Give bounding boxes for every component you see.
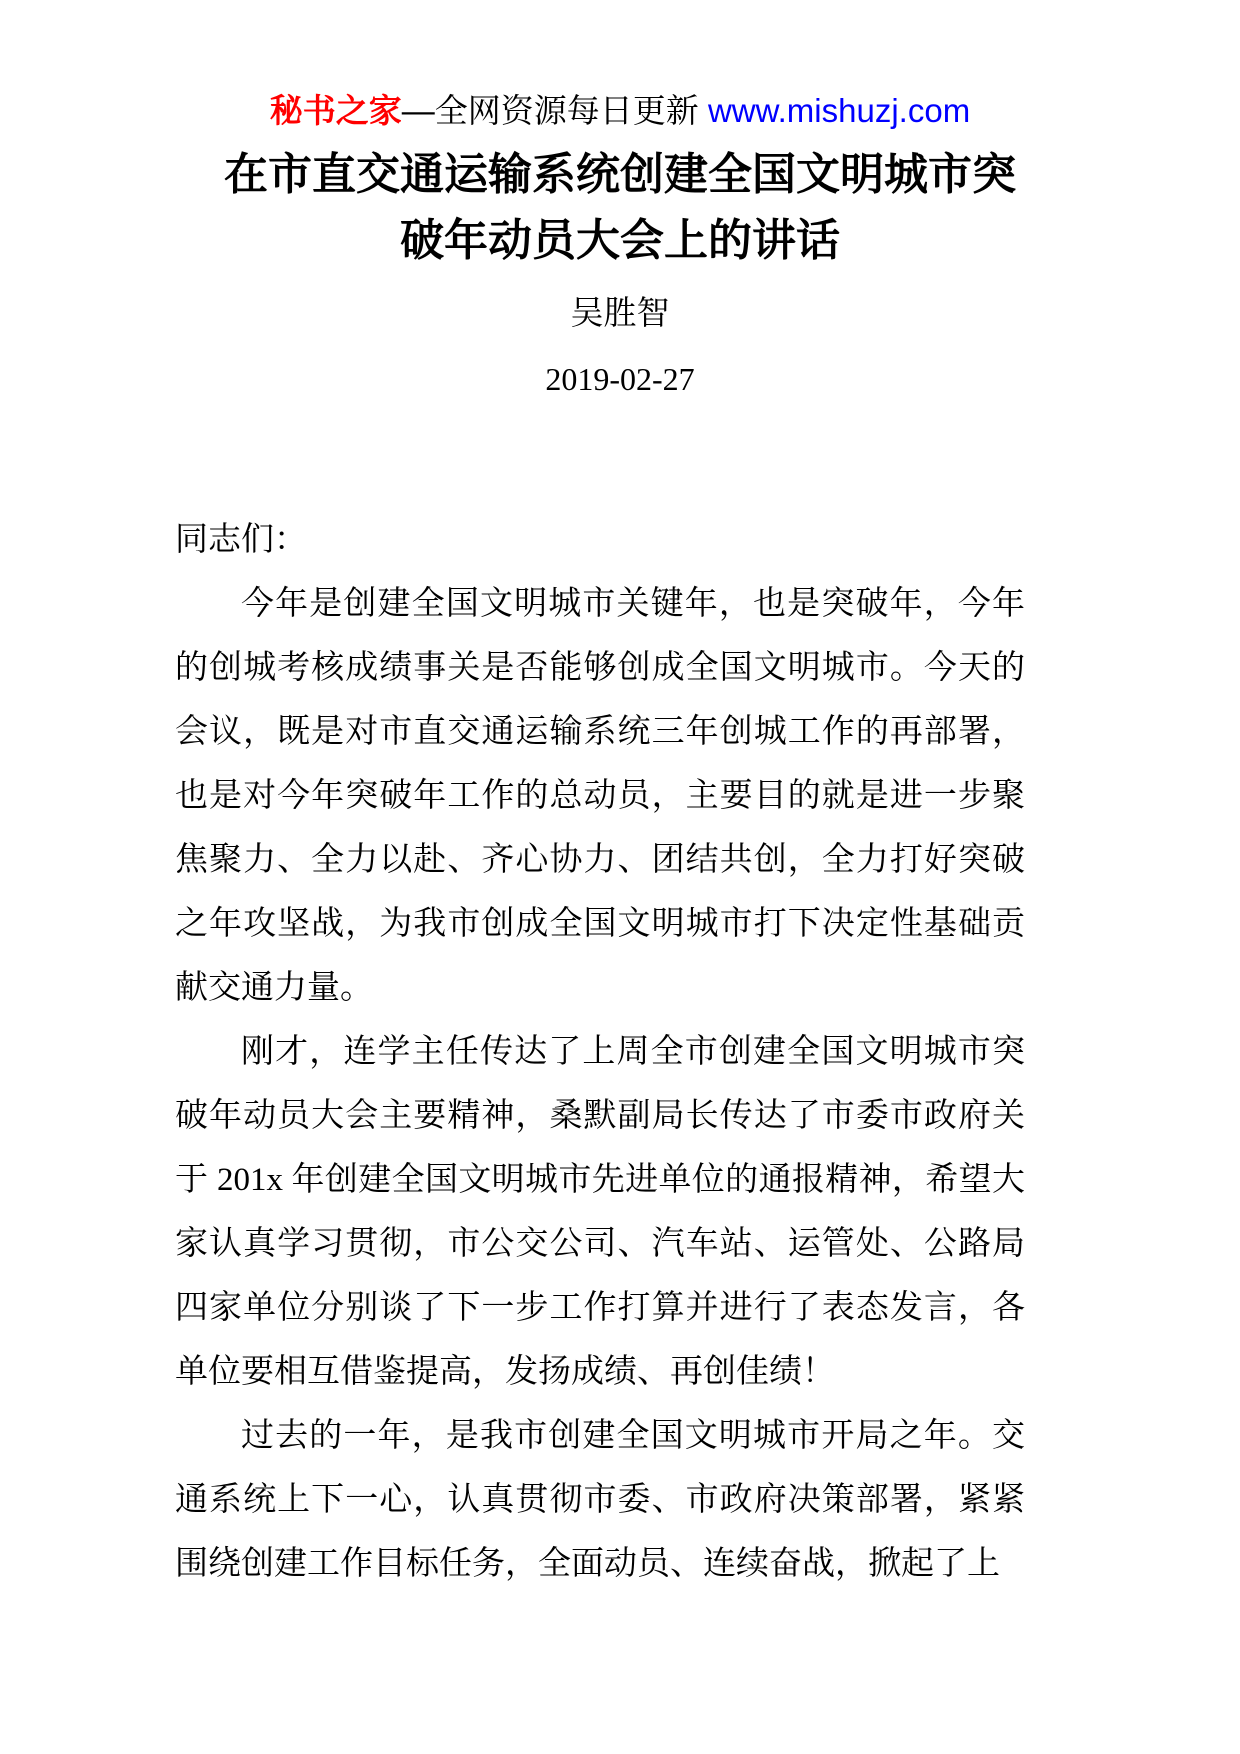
site-tagline: —全网资源每日更新 <box>401 92 708 129</box>
site-brand: 秘书之家 <box>269 92 402 129</box>
document-title-line-1: 在市直交通运输系统创建全国文明城市突 <box>224 150 1016 199</box>
paragraph-2: 刚才，连学主任传达了上周全市创建全国文明城市突破年动员大会主要精神，桑默副局长传达了市委市政府关于 201x 年创建全国文明城市先进单位的通报精神，希望大家认真学习贯彻，市公交公司、汽车站、运管处、公路局四家单位分别谈了下一步工作打算并进行了表态发言，各单位要相互借鉴提高，发扬成绩、再创佳绩！ <box>175 1034 1025 1390</box>
document-title-line-2: 破年动员大会上的讲话 <box>400 216 840 265</box>
document-title <box>0 142 1240 274</box>
document-body <box>175 508 1025 1596</box>
site-url-link[interactable]: www.mishuzj.com <box>707 92 971 129</box>
site-header <box>0 0 1240 134</box>
paragraph-3: 过去的一年，是我市创建全国文明城市开局之年。交通系统上下一心，认真贯彻市委、市政府决策部署，紧紧围绕创建工作目标任务，全面动员、连续奋战，掀起了上 <box>175 1418 1025 1582</box>
author-name: 吴胜智 <box>570 294 670 331</box>
paragraph-1: 今年是创建全国文明城市关键年，也是突破年，今年的创城考核成绩事关是否能够创成全国文明城市。今天的会议，既是对市直交通运输系统三年创城工作的再部署，也是对今年突破年工作的总动员，主要目的就是进一步聚焦聚力、全力以赴、齐心协力、团结共创，全力打好突破之年攻坚战，为我市创成全国文明城市打下决定性基础贡献交通力量。 <box>175 586 1025 1006</box>
salutation: 同志们： <box>175 522 307 558</box>
publish-date: 2019-02-27 <box>545 361 695 397</box>
